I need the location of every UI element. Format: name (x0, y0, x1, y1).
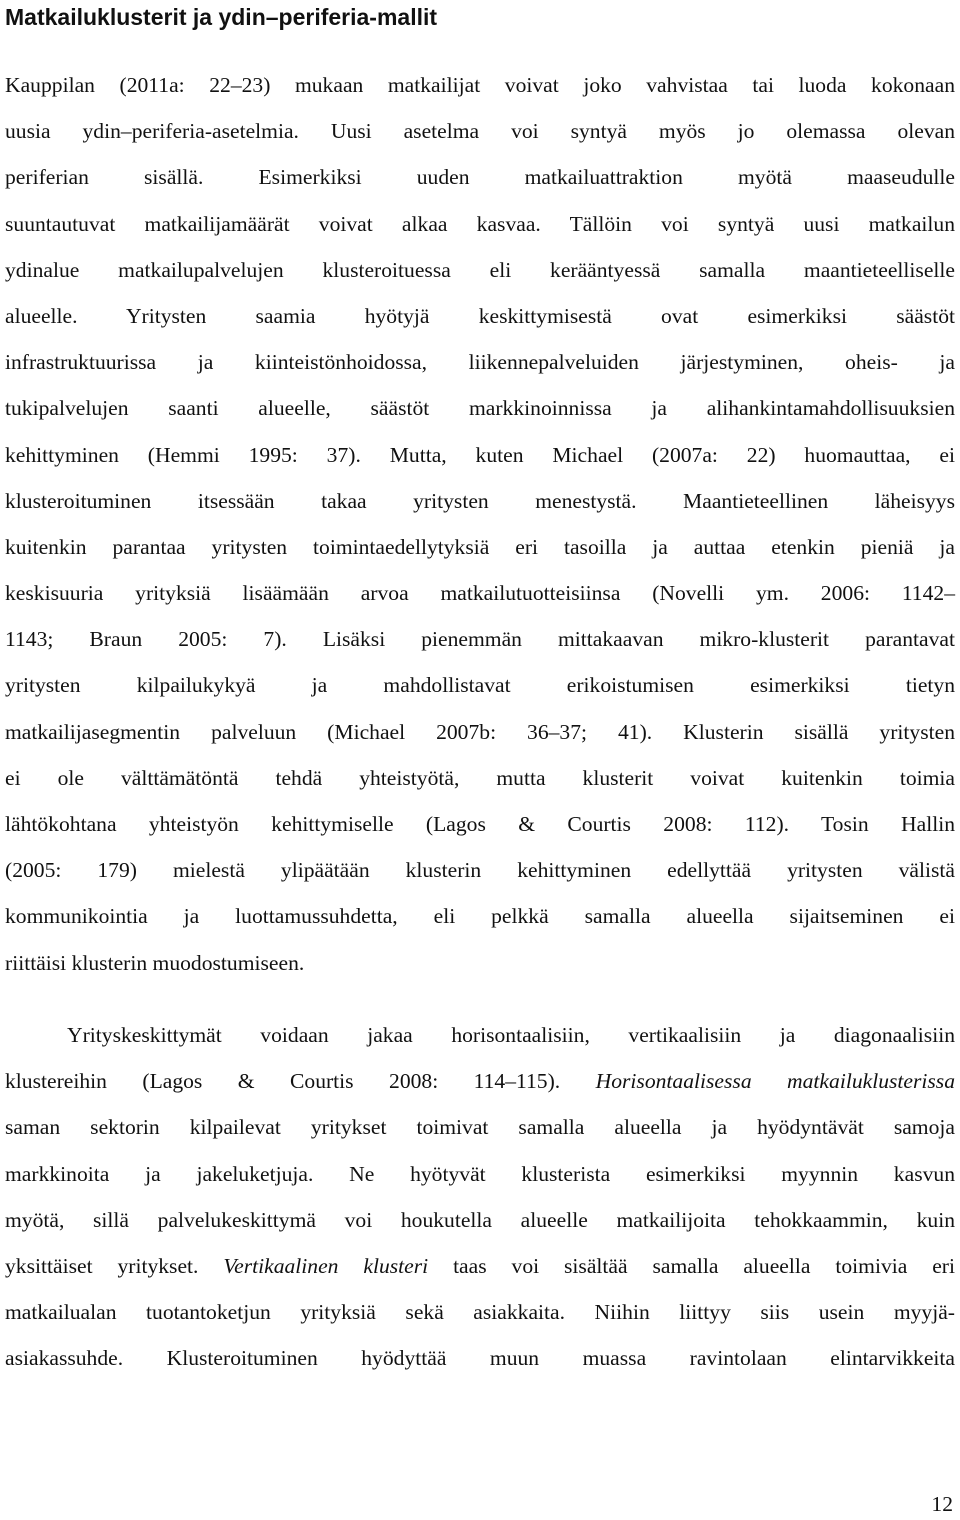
text-segment: yksittäiset yritykset. (5, 1253, 199, 1278)
document-page (5, 0, 955, 1520)
italic-term: Horisontaalisessa matkailuklusterissa (595, 1069, 955, 1094)
text-line: myötä, sillä palvelukeskittymä voi houkutella alueelle matkailijoita tehokkaammin, kuin (5, 1207, 955, 1232)
text-line: alueelle. Yritysten saamia hyötyjä keskittymisestä ovat esimerkiksi säästöt (5, 303, 955, 328)
text-line: yritysten kilpailukykyä ja mahdollistavat erikoistumisen esimerkiksi tietyn (5, 673, 955, 698)
text-line: periferian sisällä. Esimerkiksi uuden matkailuattraktion myötä maaseudulle (5, 165, 955, 190)
text-line: asiakassuhde. Klusteroituminen hyödyttää muun muassa ravintolaan elintarvikkeita (5, 1346, 955, 1371)
text-line (5, 1243, 955, 1289)
text-line: lähtökohtana yhteistyön kehittymiselle (Lagos & Courtis 2008: 112). Tosin Hallin (5, 812, 955, 836)
text-line: ydinalue matkailupalvelujen klusteroituessa eli kerääntyessä samalla maantieteelliselle (5, 257, 955, 282)
text-line: matkailualan tuotantoketjun yrityksiä sekä asiakkaita. Niihin liittyy siis usein myyjä- (5, 1300, 955, 1325)
text-segment: klustereihin (Lagos & Courtis 2008: 114–115). (5, 1069, 561, 1094)
text-line: 1143; Braun 2005: 7). Lisäksi pienemmän mittakaavan mikro-klusterit parantavat (5, 627, 955, 652)
text-line: keskisuuria yrityksiä lisäämään arvoa matkailutuotteisiinsa (Novelli ym. 2006: 1142– (5, 581, 955, 606)
text-line (5, 1058, 955, 1104)
text-line: kehittyminen (Hemmi 1995: 37). Mutta, kuten Michael (2007a: 22) huomauttaa, ei (5, 442, 955, 467)
italic-term: Vertikaalinen klusteri (223, 1253, 429, 1278)
text-line: infrastruktuurissa ja kiinteistönhoidossa, liikennepalveluiden järjestyminen, oheis- ja (5, 350, 955, 375)
text-line: saman sektorin kilpailevat yritykset toimivat samalla alueella ja hyödyntävät samoja (5, 1115, 955, 1140)
text-line: (2005: 179) mielestä ylipäätään klusterin kehittyminen edellyttää yritysten välistä (5, 858, 955, 883)
text-segment: taas voi sisältää samalla alueella toimivia eri (453, 1253, 955, 1278)
text-line: ei ole välttämätöntä tehdä yhteistyötä, mutta klusterit voivat kuitenkin toimia (5, 765, 955, 790)
text-line: matkailijasegmentin palveluun (Michael 2007b: 36–37; 41). Klusterin sisällä yritysten (5, 719, 955, 744)
text-line: kuitenkin parantaa yritysten toimintaedellytyksiä eri tasoilla ja auttaa etenkin pieniä ja (5, 534, 955, 559)
paragraph-1 (5, 62, 955, 986)
text-line: kommunikointia ja luottamussuhdetta, eli pelkkä samalla alueella sijaitseminen ei (5, 904, 955, 929)
text-line: riittäisi klusterin muodostumiseen. (5, 950, 305, 975)
text-line: suuntautuvat matkailijamäärät voivat alkaa kasvaa. Tällöin voi syntyä uusi matkailun (5, 211, 955, 236)
paragraph-2 (5, 1012, 955, 1382)
text-line: markkinoita ja jakeluketjuja. Ne hyötyvät klusterista esimerkiksi myynnin kasvun (5, 1161, 955, 1186)
text-line: tukipalvelujen saanti alueelle, säästöt markkinoinnissa ja alihankintamahdollisuuksien (5, 396, 955, 421)
text-line: uusia ydin–periferia-asetelmia. Uusi asetelma voi syntyä myös jo olemassa olevan (5, 119, 955, 144)
text-line: Yrityskeskittymät voidaan jakaa horisontaalisiin, vertikaalisiin ja diagonaalisiin (67, 1023, 955, 1047)
page-number: 12 (931, 1492, 953, 1516)
text-line: Kauppilan (2011a: 22–23) mukaan matkailijat voivat joko vahvistaa tai luoda kokonaan (5, 73, 955, 97)
text-line: klusteroituminen itsessään takaa yritysten menestystä. Maantieteellinen läheisyys (5, 488, 955, 513)
section-heading: Matkailuklusterit ja ydin–periferia-mallit (5, 4, 438, 30)
